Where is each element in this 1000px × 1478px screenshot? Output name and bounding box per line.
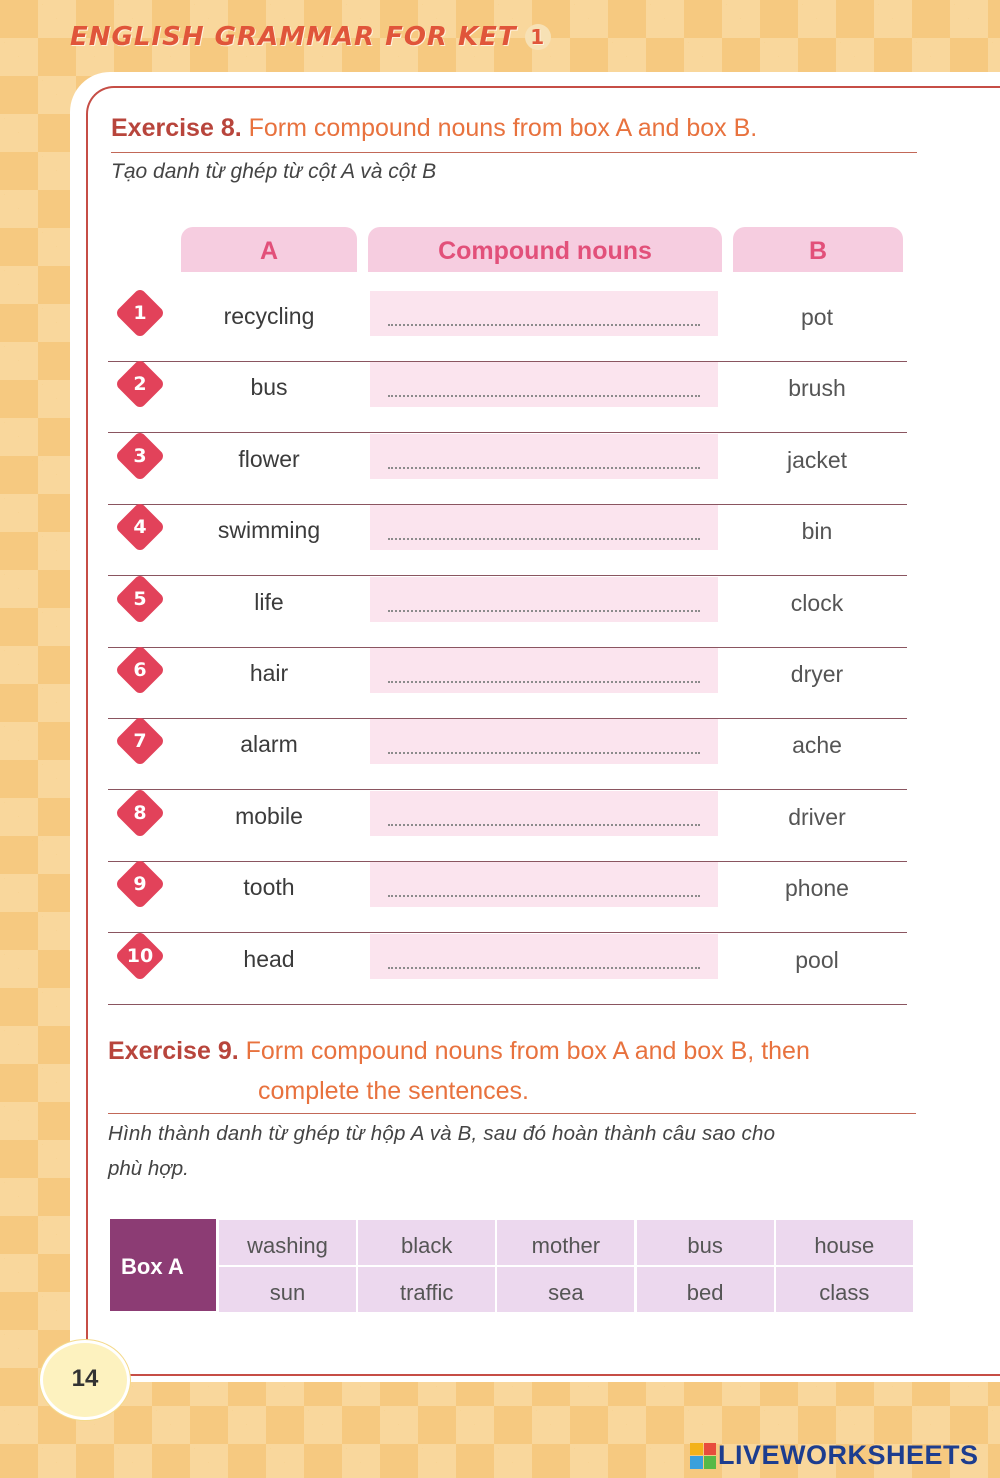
word-b: dryer	[790, 661, 844, 687]
word-a: alarm	[240, 731, 298, 758]
exercise-8-instruction: Form compound nouns from box A and box B.	[248, 114, 758, 142]
compound-answer-field[interactable]	[370, 648, 718, 693]
word-a: tooth	[243, 874, 295, 901]
footer-rule	[124, 1374, 1000, 1376]
row-number: 3	[133, 444, 147, 467]
exercise-9-subtitle-line2: phù hợp.	[108, 1157, 189, 1180]
number-badge	[115, 502, 166, 553]
table-row	[108, 719, 907, 790]
compound-answer-field[interactable]	[370, 362, 718, 407]
table-row	[108, 434, 907, 505]
column-header-a: A	[181, 227, 357, 272]
answer-dotted-line	[388, 538, 700, 540]
compound-answer-field[interactable]	[370, 577, 718, 622]
table-row	[108, 505, 907, 576]
column-header-b: B	[733, 227, 903, 272]
liveworksheets-logo-icon	[690, 1443, 716, 1469]
box-a-word: black	[358, 1220, 495, 1265]
answer-dotted-line	[388, 395, 700, 397]
exercise-9-instruction-line2: complete the sentences.	[258, 1077, 529, 1105]
table-row	[108, 362, 907, 433]
answer-dotted-line	[388, 752, 700, 754]
row-number: 5	[133, 587, 147, 610]
number-badge	[115, 716, 166, 767]
number-badge	[115, 430, 166, 481]
liveworksheets-text: LIVEWORKSHEETS	[718, 1440, 979, 1470]
compound-answer-field[interactable]	[370, 934, 718, 979]
table-row	[108, 648, 907, 719]
exercise-9-rule	[108, 1113, 916, 1114]
row-divider	[108, 1004, 907, 1005]
table-row	[108, 577, 907, 648]
row-number: 4	[133, 516, 147, 539]
word-b: phone	[785, 875, 849, 902]
row-number: 1	[133, 302, 147, 324]
book-number-badge: 1	[525, 24, 551, 50]
box-a-word: bus	[637, 1220, 774, 1265]
box-a-word: washing	[219, 1220, 356, 1265]
compound-answer-field[interactable]	[370, 791, 718, 836]
answer-dotted-line	[388, 467, 700, 469]
number-badge	[115, 930, 166, 981]
column-header-compound: Compound nouns	[368, 227, 722, 272]
word-a: hair	[249, 660, 289, 686]
word-a: bus	[250, 374, 288, 401]
exercise-8-rule	[111, 152, 917, 153]
word-a: life	[254, 588, 284, 615]
compound-answer-field[interactable]	[370, 291, 718, 336]
exercise-8-subtitle: Tạo danh từ ghép từ cột A và cột B	[111, 160, 437, 183]
exercise-9-subtitle-line1: Hình thành danh từ ghép từ hộp A và B, sau đó hoàn thành câu sao cho	[108, 1122, 776, 1145]
table-row	[108, 791, 907, 862]
word-a: swimming	[217, 517, 321, 544]
page-number: 14	[71, 1365, 99, 1392]
number-badge	[115, 859, 166, 910]
answer-dotted-line	[388, 967, 700, 969]
number-badge	[115, 573, 166, 624]
book-title	[70, 22, 551, 52]
answer-dotted-line	[388, 895, 700, 897]
word-a: head	[243, 945, 295, 972]
answer-dotted-line	[388, 610, 700, 612]
box-a-label: Box A	[110, 1219, 216, 1311]
box-a-word: mother	[497, 1220, 634, 1265]
answer-dotted-line	[388, 681, 700, 683]
number-badge	[115, 359, 166, 410]
box-a-word: sea	[497, 1267, 634, 1312]
answer-dotted-line	[388, 824, 700, 826]
compound-answer-field[interactable]	[370, 862, 718, 907]
word-b: bin	[801, 518, 833, 545]
box-a-word: house	[776, 1220, 913, 1265]
exercise-9-instruction-line1: Form compound nouns from box A and box B, then	[245, 1037, 810, 1065]
box-a-word: bed	[637, 1267, 774, 1312]
exercise-9-title	[108, 1037, 810, 1066]
box-a-word: sun	[219, 1267, 356, 1312]
word-b: driver	[788, 803, 846, 830]
word-b: brush	[788, 375, 846, 402]
box-a-word: class	[776, 1267, 913, 1312]
row-number: 9	[133, 873, 147, 896]
compound-answer-field[interactable]	[370, 719, 718, 764]
exercise-9-label: Exercise 9.	[108, 1037, 239, 1065]
number-badge	[115, 787, 166, 838]
word-a: flower	[238, 445, 300, 472]
word-b: clock	[790, 589, 844, 616]
exercise-8-title	[111, 114, 757, 143]
compound-answer-field[interactable]	[370, 434, 718, 479]
row-number: 8	[133, 801, 147, 824]
table-row	[108, 862, 907, 933]
box-a-word: traffic	[358, 1267, 495, 1312]
book-title-text: ENGLISH GRAMMAR FOR KET	[70, 22, 517, 52]
word-a: mobile	[235, 802, 303, 829]
table-row	[108, 291, 907, 362]
word-b: pot	[801, 304, 833, 330]
word-b: ache	[792, 732, 842, 759]
liveworksheets-brand[interactable]	[690, 1440, 979, 1471]
row-number: 7	[133, 730, 147, 753]
row-number: 2	[133, 373, 147, 396]
exercise-8-label: Exercise 8.	[111, 114, 242, 142]
word-a: recycling	[223, 303, 315, 329]
table-row	[108, 934, 907, 1005]
row-number: 10	[126, 944, 154, 967]
compound-answer-field[interactable]	[370, 505, 718, 550]
number-badge	[115, 288, 166, 339]
word-b: pool	[795, 946, 839, 973]
answer-dotted-line	[388, 324, 700, 326]
row-number: 6	[133, 659, 147, 681]
page-number-badge	[40, 1340, 130, 1420]
number-badge	[115, 645, 166, 696]
word-b: jacket	[786, 446, 848, 473]
